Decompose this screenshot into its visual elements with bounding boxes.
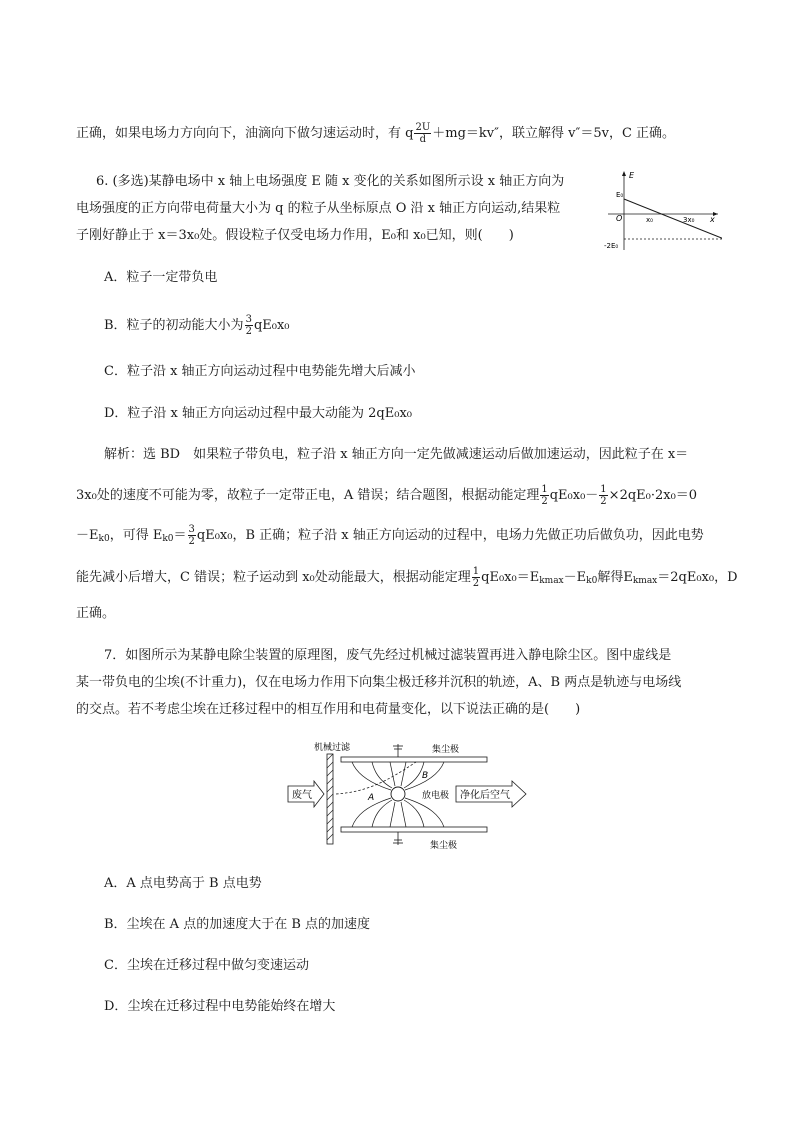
x0-label: x₀ <box>646 216 653 224</box>
q6-option-c: C．粒子沿 x 轴正方向运动过程中电势能先增大后减小 <box>104 364 416 379</box>
collector-top-label: 集尘极 <box>432 745 460 755</box>
minus-2e0-label: -2E₀ <box>604 242 619 250</box>
q6-line1: 6. (多选)某静电场中 x 轴上电场强度 E 随 x 变化的关系如图所示设 x 轴正方向为 <box>96 174 565 189</box>
filter-label: 机械过滤 <box>314 743 351 753</box>
q6-option-d: D．粒子沿 x 轴正方向运动过程中最大动能为 2qE₀x₀ <box>104 406 412 421</box>
intro-text-a: 正确，如果电场力方向向下，油滴向下做匀速运动时，有 q <box>76 126 414 141</box>
q7-line3: 的交点。若不考虑尘埃在迁移过程中的相互作用和电荷量变化，以下说法正确的是( ) <box>76 702 581 717</box>
point-b-label: B <box>422 771 429 781</box>
fraction-3-2: $\frac{3}{2}$ <box>245 314 252 337</box>
3x0-label: 3x₀ <box>683 216 695 224</box>
q7-option-c: C．尘埃在迁移过程中做匀变速运动 <box>104 958 309 973</box>
fraction-3-2-sol: $\frac{3}{2}$ <box>188 524 195 547</box>
waste-gas-label: 废气 <box>292 790 312 801</box>
q7-option-a: A．A 点电势高于 B 点电势 <box>104 876 262 891</box>
fraction-half-2: $\frac{1}{2}$ <box>600 484 607 507</box>
fraction-half-3: $\frac{1}{2}$ <box>472 566 480 589</box>
fraction-2u-d: $\frac{2U}{d}$ <box>415 122 431 145</box>
q7-option-b: B．尘埃在 A 点的加速度大于在 B 点的加速度 <box>104 917 371 932</box>
intro-text-b: ＋mg＝kv″，联立解得 v″＝5v，C 正确。 <box>432 126 676 141</box>
intro-line <box>76 122 675 145</box>
q6-e-x-graph <box>602 166 722 252</box>
solution-line3: $-E_{k0}$，可得 $E_{k0}=$ $\frac{3}{2}$ qE₀x₀，B 正确；粒子沿 x 轴正方向运动的过程中，电场力先做正功后做负功，因此电势 <box>76 524 704 547</box>
solution-line2: 3x₀处的速度不可能为零，故粒子一定带正电，A 错误；结合题图，根据动能定理 $\frac{1}{2}$ qE₀x₀－ $\frac{1}{2}$ ×2qE₀·2x₀＝0 <box>76 484 698 507</box>
point-a-label: A <box>368 793 375 803</box>
q7-line1: 7．如图所示为某静电除尘装置的原理图，废气先经过机械过滤装置再进入静电除尘区。图中虚线是 <box>104 648 672 663</box>
solution-line1: 解析：选 BD 如果粒子带负电，粒子沿 x 轴正方向一定先做减速运动后做加速运动，因此粒子在 x＝ <box>104 447 689 462</box>
q7-option-d: D．尘埃在迁移过程中电势能始终在增大 <box>104 999 336 1014</box>
e-axis-label: E <box>629 171 635 180</box>
q6-option-b: B．粒子的初动能大小为 $\frac{3}{2}$ qE₀x₀ <box>104 314 290 337</box>
origin-label: O <box>616 214 623 223</box>
q6-line2: 电场强度的正方向带电荷量大小为 q 的粒子从坐标原点 O 沿 x 轴正方向运动,结果粒 <box>76 201 561 216</box>
solution-line4: 能先减小后增大，C 错误；粒子运动到 x₀处动能最大，根据动能定理 $\frac{1}{2}$ $qE_0x_0=E_{kmax}-E_{k0}$解得$E_{kmax}=2qE_0x_0$，D <box>76 566 738 589</box>
solution-line5: 正确。 <box>76 606 116 621</box>
q7-line2: 某一带负电的尘埃(不计重力)，仅在电场力作用下向集尘极迁移并沉积的轨迹，A、B 两点是轨迹与电场线 <box>76 675 682 690</box>
fraction-half-1: $\frac{1}{2}$ <box>541 484 548 507</box>
x-axis-label: x <box>710 215 715 224</box>
q7-precipitator-diagram <box>286 738 530 852</box>
collector-bottom-label: 集尘极 <box>430 841 458 851</box>
clean-air-label: 净化后空气 <box>460 790 510 801</box>
q6-line3: 子刚好静止于 x＝3x₀处。假设粒子仅受电场力作用，E₀和 x₀已知，则( ) <box>76 228 514 243</box>
discharge-electrode-label: 放电极 <box>422 791 450 801</box>
e0-label: E₀ <box>616 191 624 199</box>
q6-option-a: A．粒子一定带负电 <box>104 270 218 285</box>
